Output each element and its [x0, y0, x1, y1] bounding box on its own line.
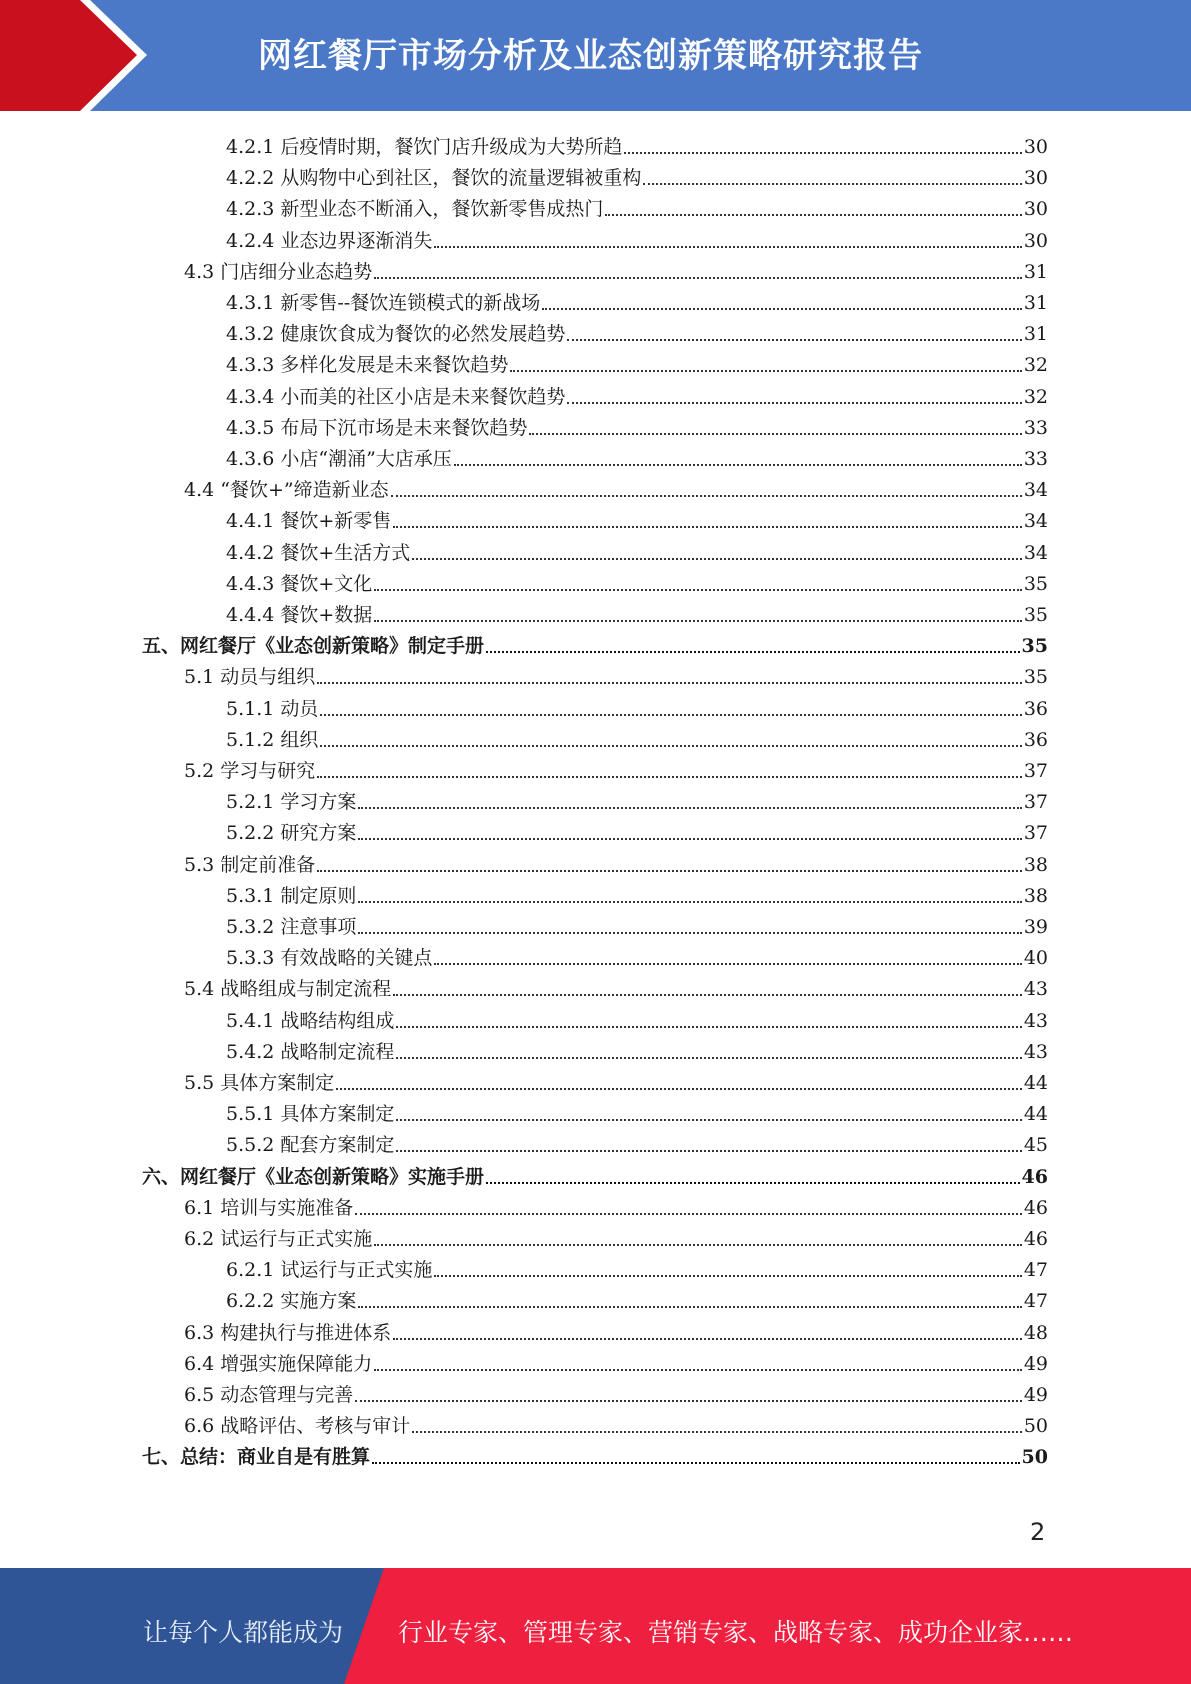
toc-entry-page: 30 — [1023, 167, 1048, 190]
toc-entry-page: 31 — [1023, 292, 1048, 314]
dot-leader — [624, 151, 1021, 154]
dot-leader — [358, 1305, 1021, 1308]
toc-entry-page: 47 — [1023, 1290, 1048, 1313]
toc-entry-label: 6.2.2 实施方案 — [226, 1290, 357, 1313]
toc-entry[interactable] — [226, 1126, 1048, 1157]
toc-entry-page: 30 — [1023, 229, 1048, 252]
document-title: 网红餐厅市场分析及业态创新策略研究报告 — [258, 36, 923, 76]
toc-entry[interactable] — [184, 970, 1048, 1001]
dot-leader — [374, 1368, 1022, 1371]
toc-entry[interactable] — [226, 565, 1048, 596]
toc-entry-label: 4.4.2 餐饮+生活方式 — [226, 541, 411, 564]
toc-entry[interactable] — [226, 783, 1048, 814]
toc-entry-page: 35 — [1023, 572, 1048, 595]
dot-leader — [336, 1087, 1022, 1090]
toc-entry-page: 44 — [1023, 1103, 1048, 1126]
toc-entry-page: 39 — [1023, 916, 1048, 938]
toc-entry-label: 6.6 战略评估、考核与审计 — [184, 1415, 411, 1438]
toc-entry[interactable] — [226, 814, 1048, 845]
dot-leader — [358, 837, 1021, 840]
toc-entry-page: 46 — [1023, 1228, 1048, 1250]
toc-entry-label: 4.3.4 小而美的社区小店是未来餐饮趋势 — [226, 385, 566, 408]
dot-leader — [396, 1025, 1021, 1028]
toc-entry[interactable] — [226, 1002, 1048, 1033]
dot-leader — [393, 525, 1022, 528]
toc-entry-label: 4.2.1 后疫情时期，餐饮门店升级成为大势所趋 — [226, 136, 623, 158]
dot-leader — [434, 1274, 1021, 1277]
toc-entry-label: 5.4 战略组成与制定流程 — [184, 978, 392, 1001]
toc-entry-label: 4.3.5 布局下沉市场是未来餐饮趋势 — [226, 416, 528, 439]
toc-entry-label: 5.3.1 制定原则 — [226, 884, 357, 907]
toc-entry-page: 45 — [1023, 1134, 1048, 1157]
toc-entry-page: 49 — [1023, 1384, 1048, 1406]
toc-entry[interactable] — [226, 378, 1048, 409]
page-number: 2 — [1030, 1518, 1046, 1546]
toc-entry-label: 4.4.1 餐饮+新零售 — [226, 510, 392, 533]
toc-entry-page: 43 — [1023, 1040, 1048, 1063]
toc-entry[interactable] — [184, 1220, 1048, 1251]
toc-entry[interactable] — [226, 939, 1048, 970]
footer-banner — [0, 1568, 1191, 1684]
toc-entry-label: 5.5.2 配套方案制定 — [226, 1134, 395, 1157]
toc-entry-label: 4.4.4 餐饮+数据 — [226, 604, 373, 626]
toc-entry-label: 5.1 动员与组织 — [184, 666, 316, 689]
toc-entry-page: 48 — [1023, 1321, 1048, 1344]
toc-entry-page: 31 — [1023, 260, 1048, 283]
toc-entry[interactable] — [226, 284, 1048, 315]
dot-leader — [320, 744, 1021, 747]
toc-entry-page: 35 — [1023, 666, 1048, 689]
dot-leader — [374, 588, 1022, 591]
toc-entry[interactable] — [226, 908, 1048, 939]
dot-leader — [317, 681, 1022, 684]
dot-leader — [358, 931, 1021, 934]
toc-entry[interactable] — [184, 471, 1048, 502]
toc-entry-label: 4.3.2 健康饮食成为餐饮的必然发展趋势 — [226, 323, 566, 346]
dot-leader — [529, 432, 1021, 435]
dot-leader — [393, 993, 1022, 996]
toc-entry-page: 33 — [1023, 448, 1048, 470]
footer-slogan-right: 行业专家、管理专家、营销专家、战略专家、成功企业家…… — [398, 1618, 1074, 1647]
dot-leader — [396, 1056, 1021, 1059]
toc-entry-label: 5.5.1 具体方案制定 — [226, 1103, 395, 1126]
dot-leader — [358, 900, 1021, 903]
dot-leader — [317, 775, 1022, 778]
toc-entry-page: 50 — [1023, 1415, 1048, 1438]
toc-entry-page: 50 — [1021, 1446, 1048, 1469]
dot-leader — [643, 182, 1021, 185]
dot-leader — [374, 619, 1022, 622]
dot-leader — [510, 369, 1021, 372]
toc-entry[interactable] — [226, 159, 1048, 190]
dot-leader — [486, 1181, 1020, 1184]
toc-entry[interactable] — [184, 1345, 1048, 1376]
toc-entry-label: 4.2.4 业态边界逐渐消失 — [226, 229, 433, 252]
toc-entry[interactable] — [142, 1158, 1048, 1189]
toc-entry-label: 5.2.1 学习方案 — [226, 791, 357, 814]
dot-leader — [320, 713, 1021, 716]
toc-entry-label: 5.3.2 注意事项 — [226, 916, 357, 938]
toc-entry-page: 34 — [1023, 510, 1048, 533]
dot-leader — [355, 1399, 1022, 1402]
dot-leader — [317, 869, 1022, 872]
toc-entry[interactable] — [226, 1033, 1048, 1064]
toc-entry-label: 5.1.2 组织 — [226, 728, 319, 751]
toc-entry-label: 5.3.3 有效战略的关键点 — [226, 947, 433, 970]
toc-entry[interactable] — [184, 752, 1048, 783]
toc-entry-page: 30 — [1023, 136, 1048, 158]
toc-entry-label: 6.3 构建执行与推进体系 — [184, 1321, 392, 1344]
toc-entry[interactable] — [142, 1438, 1048, 1469]
toc-entry-label: 6.5 动态管理与完善 — [184, 1384, 354, 1406]
toc-entry-label: 6.1 培训与实施准备 — [184, 1196, 354, 1219]
toc-entry-label: 5.2 学习与研究 — [184, 760, 316, 782]
toc-entry[interactable] — [226, 1282, 1048, 1313]
toc-entry[interactable] — [226, 190, 1048, 221]
toc-entry-page: 37 — [1023, 791, 1048, 814]
dot-leader — [393, 1337, 1022, 1340]
toc-entry[interactable] — [184, 1314, 1048, 1345]
toc-entry-label: 4.4.3 餐饮+文化 — [226, 572, 373, 595]
toc-entry-page: 43 — [1023, 1009, 1048, 1032]
toc-entry-page: 30 — [1023, 198, 1048, 221]
dot-leader — [358, 806, 1021, 809]
toc-entry-label: 5.3 制定前准备 — [184, 853, 316, 876]
toc-entry[interactable] — [184, 1376, 1048, 1407]
toc-entry[interactable] — [226, 1095, 1048, 1126]
toc-entry-label: 5.4.1 战略结构组成 — [226, 1009, 395, 1032]
toc-entry-page: 33 — [1023, 416, 1048, 439]
toc-entry-label: 5.5 具体方案制定 — [184, 1072, 335, 1094]
dot-leader — [355, 1212, 1022, 1215]
toc-entry-label: 七、总结：商业自是有胜算 — [142, 1446, 371, 1469]
toc-entry-label: 六、网红餐厅《业态创新策略》实施手册 — [142, 1165, 485, 1188]
toc-entry-label: 6.4 增强实施保障能力 — [184, 1352, 373, 1375]
dot-leader — [486, 650, 1020, 653]
toc-entry-label: 4.2.2 从购物中心到社区，餐饮的流量逻辑被重构 — [226, 167, 642, 190]
toc-entry-page: 37 — [1023, 760, 1048, 782]
dot-leader — [605, 213, 1021, 216]
toc-entry[interactable] — [226, 534, 1048, 565]
toc-entry[interactable] — [226, 440, 1048, 471]
chevron-arrow-icon — [0, 0, 160, 111]
toc-entry-label: 5.1.1 动员 — [226, 697, 319, 720]
toc-entry-page: 36 — [1023, 697, 1048, 720]
toc-entry-label: 5.4.2 战略制定流程 — [226, 1040, 395, 1063]
toc-entry[interactable] — [226, 1251, 1048, 1282]
toc-entry[interactable] — [142, 627, 1048, 658]
toc-entry[interactable] — [184, 1407, 1048, 1438]
toc-entry-label: 五、网红餐厅《业态创新策略》制定手册 — [142, 635, 485, 658]
toc-entry-label: 6.2.1 试运行与正式实施 — [226, 1259, 433, 1282]
toc-entry-label: 4.3.3 多样化发展是未来餐饮趋势 — [226, 354, 509, 377]
toc-entry-page: 38 — [1023, 884, 1048, 907]
dot-leader — [542, 307, 1022, 310]
toc-entry-page: 34 — [1023, 479, 1048, 502]
toc-entry-page: 44 — [1023, 1072, 1048, 1094]
toc-entry-page: 46 — [1021, 1165, 1048, 1188]
toc-entry[interactable] — [184, 658, 1048, 689]
toc-entry[interactable] — [226, 409, 1048, 440]
toc-entry-label: 5.2.2 研究方案 — [226, 822, 357, 845]
dot-leader — [412, 557, 1022, 560]
toc-entry-page: 43 — [1023, 978, 1048, 1001]
toc-entry-page: 32 — [1023, 385, 1048, 408]
dot-leader — [412, 1430, 1022, 1433]
dot-leader — [567, 338, 1021, 341]
toc-entry-page: 47 — [1023, 1259, 1048, 1282]
dot-leader — [454, 463, 1022, 466]
toc-entry[interactable] — [184, 1189, 1048, 1220]
toc-entry-page: 36 — [1023, 728, 1048, 751]
toc-entry-label: 6.2 试运行与正式实施 — [184, 1228, 373, 1250]
toc-entry-page: 31 — [1023, 323, 1048, 346]
toc-entry[interactable] — [184, 253, 1048, 284]
toc-entry[interactable] — [184, 846, 1048, 877]
toc-entry-page: 37 — [1023, 822, 1048, 845]
dot-leader — [374, 1243, 1022, 1246]
toc-entry[interactable] — [226, 877, 1048, 908]
footer-slogan-left: 让每个人都能成为 — [143, 1618, 344, 1647]
toc-entry[interactable] — [226, 222, 1048, 253]
toc-entry-page: 40 — [1023, 947, 1048, 970]
toc-entry-label: 4.4 “餐饮+”缔造新业态 — [184, 479, 389, 502]
toc-entry-label: 4.2.3 新型业态不断涌入，餐饮新零售成热门 — [226, 198, 604, 221]
dot-leader — [396, 1149, 1021, 1152]
toc-entry-label: 4.3.1 新零售--餐饮连锁模式的新战场 — [226, 292, 541, 314]
dot-leader — [391, 494, 1022, 497]
toc-entry[interactable] — [226, 346, 1048, 377]
dot-leader — [434, 962, 1021, 965]
dot-leader — [396, 1118, 1021, 1121]
header-banner — [0, 0, 1191, 111]
toc-entry-label: 4.3 门店细分业态趋势 — [184, 260, 373, 283]
toc-entry-page: 35 — [1021, 635, 1048, 658]
toc-entry-page: 35 — [1023, 604, 1048, 626]
toc-entry[interactable] — [226, 721, 1048, 752]
dot-leader — [374, 276, 1022, 279]
toc-entry[interactable] — [184, 1064, 1048, 1095]
toc-entry-page: 32 — [1023, 354, 1048, 377]
toc-entry-page: 38 — [1023, 853, 1048, 876]
toc-entry-page: 49 — [1023, 1352, 1048, 1375]
dot-leader — [567, 401, 1021, 404]
toc-entry[interactable] — [226, 690, 1048, 721]
toc-entry[interactable] — [226, 502, 1048, 533]
toc-entry-label: 4.3.6 小店“潮涌”大店承压 — [226, 448, 452, 470]
dot-leader — [372, 1461, 1020, 1464]
toc-entry[interactable] — [226, 128, 1048, 159]
dot-leader — [434, 245, 1021, 248]
toc-entry-page: 46 — [1023, 1196, 1048, 1219]
toc-entry[interactable] — [226, 596, 1048, 627]
toc-entry[interactable] — [226, 315, 1048, 346]
toc-entry-page: 34 — [1023, 541, 1048, 564]
